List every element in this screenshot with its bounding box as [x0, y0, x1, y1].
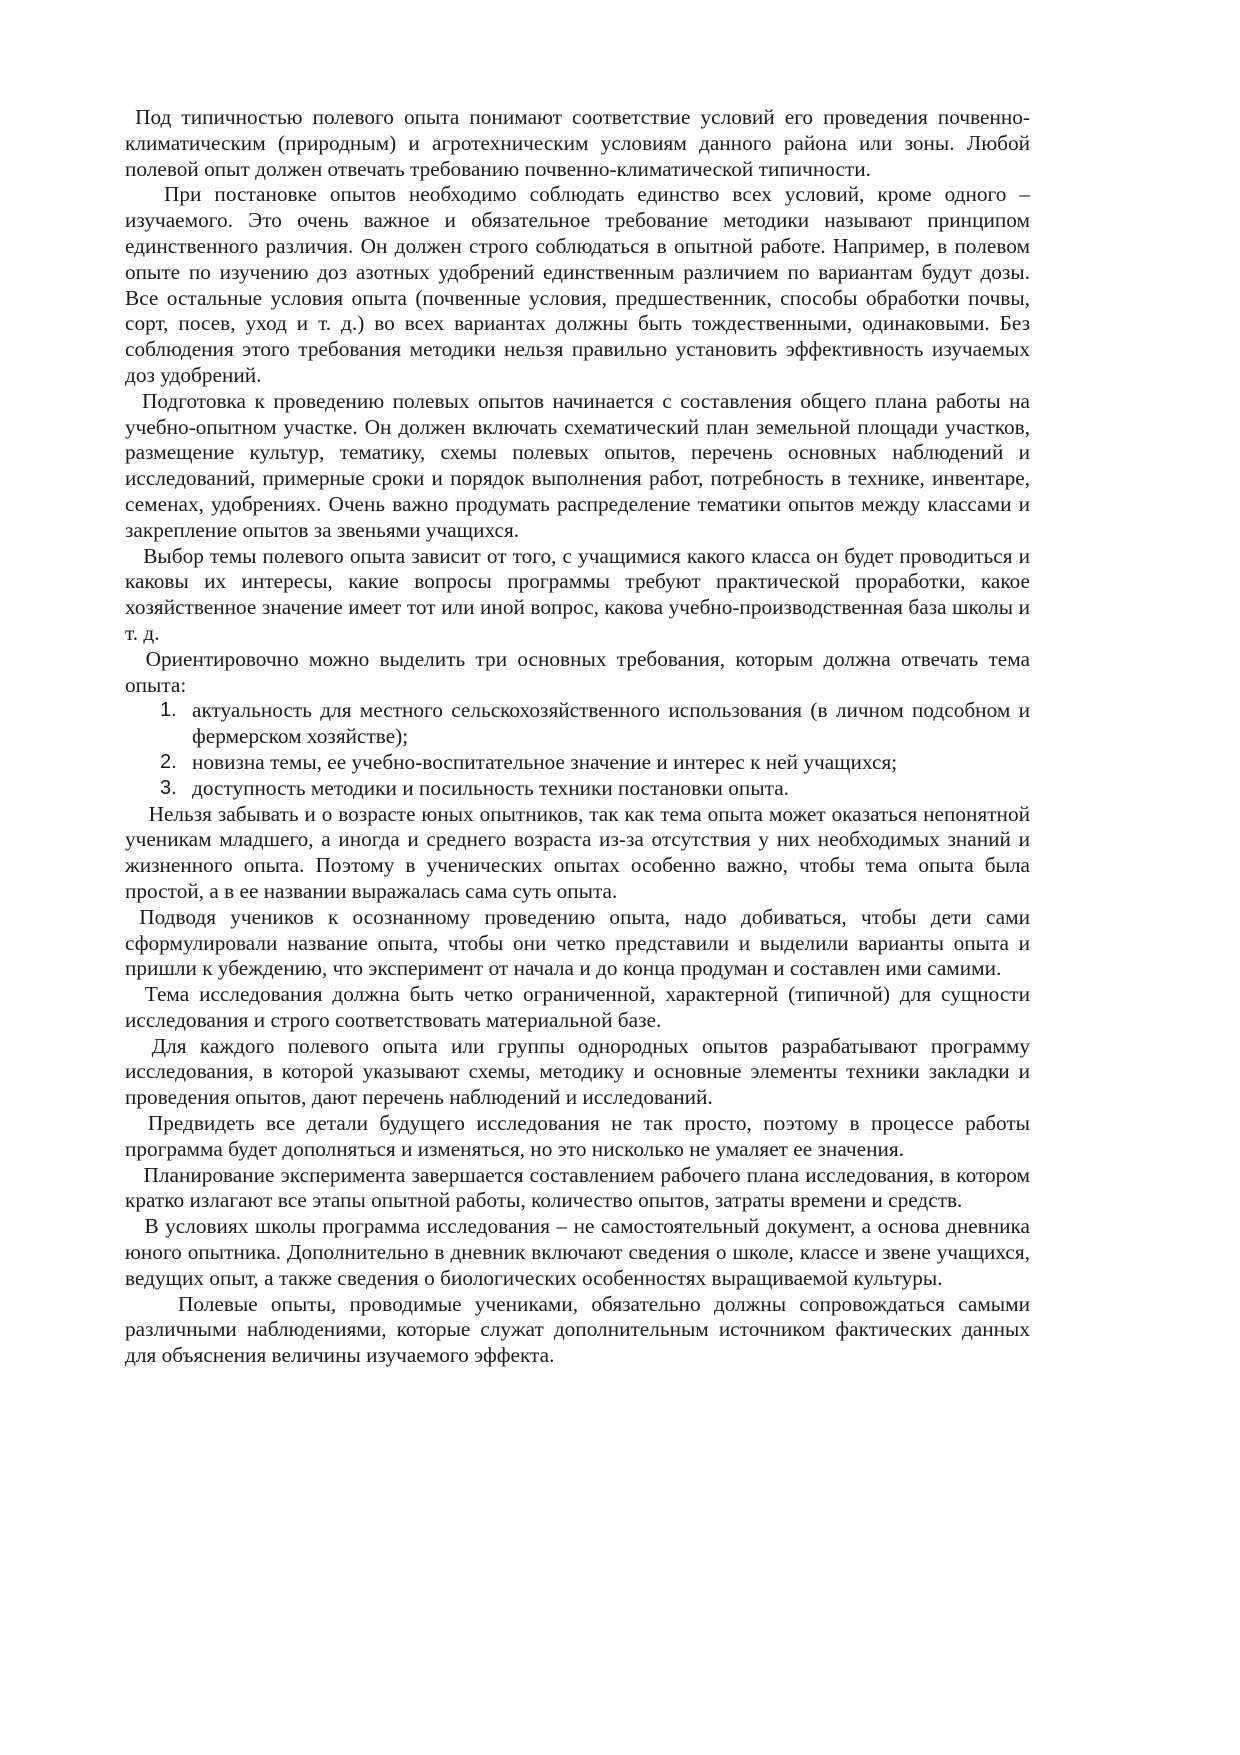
paragraph-research-program	[125, 1034, 1030, 1111]
paragraph-topic-choice	[125, 544, 1030, 647]
list-item	[125, 750, 1030, 776]
paragraph-observations	[125, 1292, 1030, 1369]
list-number: 1.	[160, 699, 177, 722]
paragraph-preparation	[125, 389, 1030, 544]
paragraph-school-conditions	[125, 1214, 1030, 1291]
document-page	[125, 105, 1030, 1369]
paragraph-planning	[125, 1163, 1030, 1215]
paragraph-age	[125, 802, 1030, 905]
paragraph-single-difference	[125, 182, 1030, 388]
list-item-text: новизна темы, ее учебно-воспитательное значение и интерес к ней учащихся;	[192, 749, 898, 774]
paragraph-requirements-intro	[125, 647, 1030, 699]
paragraph-text: Выбор темы полевого опыта зависит от того, с учащимися какого класса он будет проводиться и каковы их интересы, какие вопросы программы требуют практической проработки, какое хозяйственное значение имеет тот или иной вопрос, какова учебно-производственная база школы и т. д.	[125, 543, 1030, 645]
paragraph-foresee-details	[125, 1111, 1030, 1163]
requirements-list	[125, 698, 1030, 801]
paragraph-text: Подготовка к проведению полевых опытов начинается с составления общего плана работы на учебно-опытном участке. Он должен включать схематический план земельной площади участков, размещение культур, тематику, схемы полевых опытов, перечень основных наблюдений и исследований, примерные сроки и порядок выполнения работ, потребность в технике, инвентаре, семенах, удобрениях. Очень важно продумать распределение тематики опытов между классами и закрепление опытов за звеньями учащихся.	[125, 388, 1030, 542]
paragraph-text: Под типичностью полевого опыта понимают соответствие условий его проведения почвенно-климатическим (природным) и агротехническим условиям данного района или зоны. Любой полевой опыт должен отвечать требованию почвенно-климатической типичности.	[125, 105, 1031, 181]
list-item-text: доступность методики и посильность техники постановки опыта.	[192, 775, 789, 800]
paragraph-text: Подводя учеников к осознанному проведению опыта, надо добиваться, чтобы дети сами сформулировали название опыта, чтобы они четко представили и выделили варианты опыта и пришли к убеждению, что эксперимент от начала и до конца продуман и составлен ими самими.	[125, 904, 1030, 981]
list-number: 3.	[160, 776, 177, 799]
paragraph-text: Тема исследования должна быть четко ограниченной, характерной (типичной) для сущности исследования и строго соответствовать материальной базе.	[125, 982, 1030, 1032]
list-item	[125, 698, 1030, 750]
list-item-text: актуальность для местного сельскохозяйственного использования (в личном подсобном и фермерском хозяйстве);	[192, 698, 1030, 749]
paragraph-text: Нельзя забывать и о возрасте юных опытников, так как тема опыта может оказаться непонятной ученикам младшего, а иногда и среднего возраста из-за отсутствия у них необходимых знаний и жизненного опыта. Поэтому в ученических опытах особенно важно, чтобы тема опыта была простой, а в ее названии выражалась сама суть опыта.	[125, 801, 1030, 903]
paragraph-research-topic	[125, 982, 1030, 1034]
paragraph-text: Предвидеть все детали будущего исследования не так просто, поэтому в процессе работы программа будет дополняться и изменяться, но это нисколько не умаляет ее значения.	[125, 1111, 1030, 1161]
paragraph-text: Ориентировочно можно выделить три основных требования, которым должна отвечать тема опыта:	[125, 646, 1030, 697]
paragraph-text: Полевые опыты, проводимые учениками, обязательно должны сопровождаться самыми различными наблюдениями, которые служат дополнительным источником фактических данных для объяснения величины изучаемого эффекта.	[125, 1291, 1030, 1368]
paragraph-text: В условиях школы программа исследования – не самостоятельный документ, а основа дневника юного опытника. Дополнительно в дневник включают сведения о школе, классе и звене учащихся, ведущих опыт, а также сведения о биологических особенностях выращиваемой культуры.	[125, 1214, 1030, 1290]
paragraph-typicality	[125, 105, 1030, 182]
list-number: 2.	[160, 750, 177, 773]
paragraph-guiding-students	[125, 905, 1030, 982]
paragraph-text: При постановке опытов необходимо соблюдать единство всех условий, кроме одного – изучаемого. Это очень важное и обязательное требование методики называют принципом единственного различия. Он должен строго соблюдаться в опытной работе. Например, в полевом опыте по изучению доз азотных удобрений единственным различием по вариантам будут дозы. Все остальные условия опыта (почвенные условия, предшественник, способы обработки почвы, сорт, посев, уход и т. д.) во всех вариантах должны быть тождественными, одинаковыми. Без соблюдения этого требования методики нельзя правильно установить эффективность изучаемых доз удобрений.	[125, 182, 1030, 387]
paragraph-text: Планирование эксперимента завершается составлением рабочего плана исследования, в котором кратко излагают все этапы опытной работы, количество опытов, затраты времени и средств.	[125, 1162, 1030, 1213]
list-item	[125, 776, 1030, 802]
paragraph-text: Для каждого полевого опыта или группы однородных опытов разрабатывают программу исследования, в которой указывают схемы, методику и основные элементы техники закладки и проведения опытов, дают перечень наблюдений и исследований.	[125, 1033, 1030, 1110]
